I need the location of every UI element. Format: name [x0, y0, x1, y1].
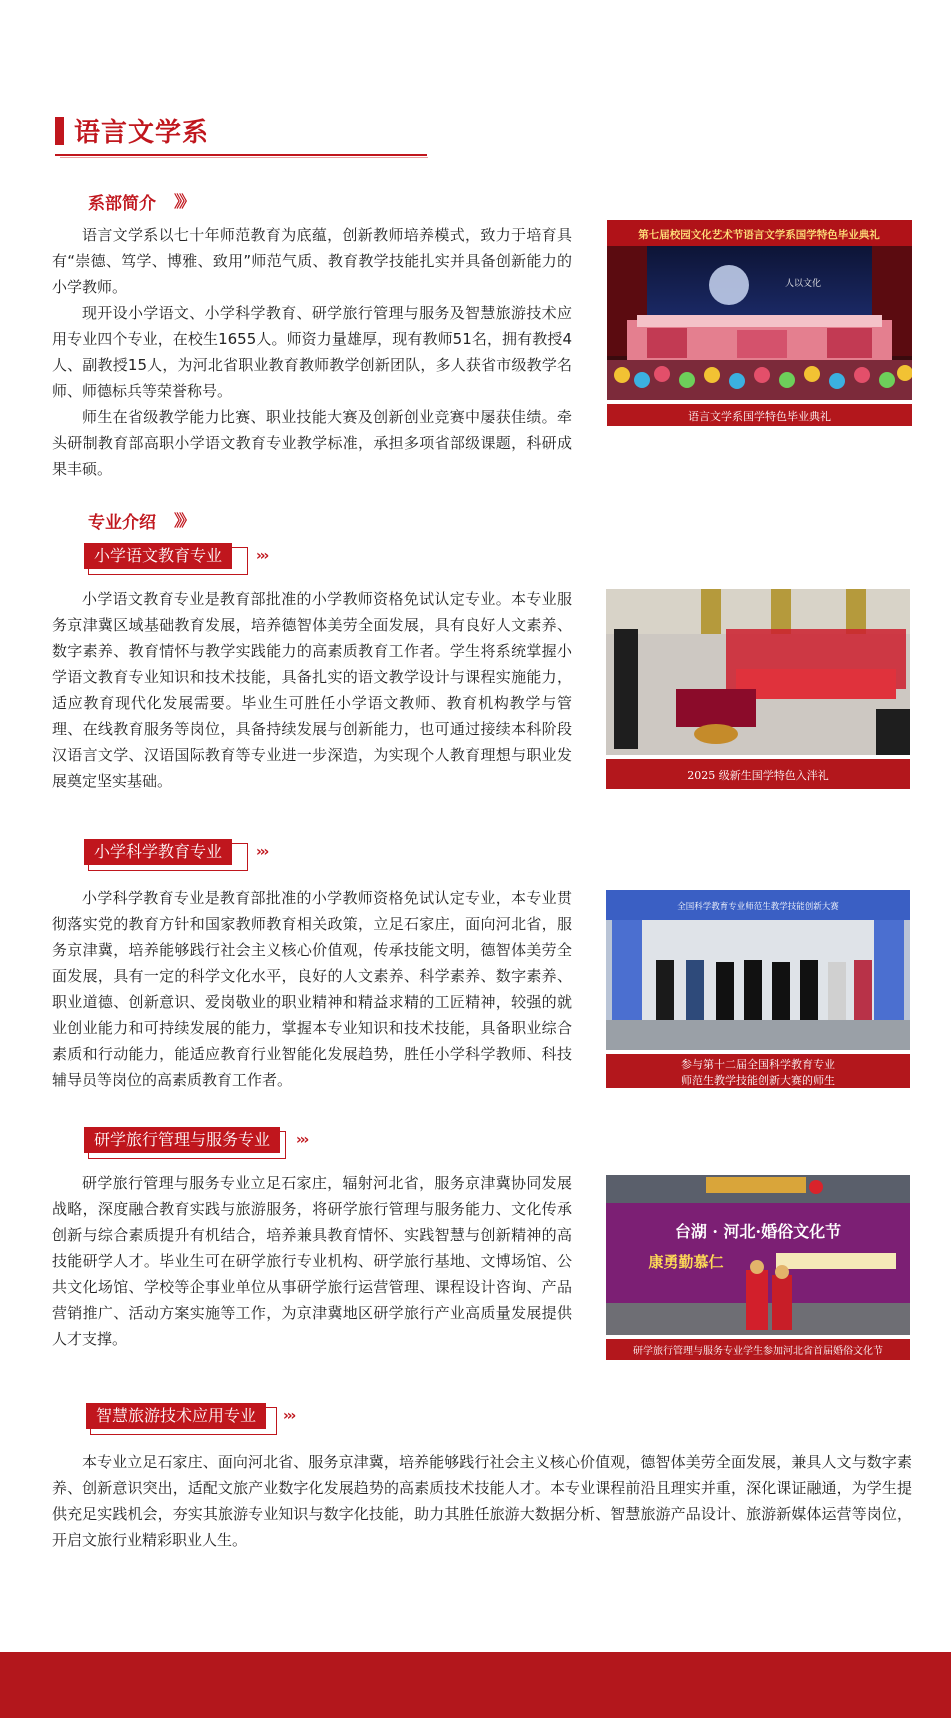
wedding-culture-photo [606, 1175, 910, 1360]
title-accent-bar [55, 117, 64, 145]
department-title: 语言文学系 [74, 118, 210, 148]
major-description [52, 885, 572, 1093]
major-label: 小学科学教育专业 [84, 839, 232, 865]
intro-text [52, 222, 572, 482]
stage-screen-text: 人以文化 [784, 279, 822, 289]
stage-banner-text: 第七届校园文化艺术节语言文学系国学特色毕业典礼 [638, 229, 880, 241]
photo-caption [606, 1054, 910, 1088]
major-description [52, 1449, 912, 1553]
caption-line: 师范生教学技能创新大赛的师生 [681, 1074, 835, 1087]
graduation-photo [607, 220, 912, 426]
competition-banner-text: 全国科学教育专业师范生教学技能创新大赛 [677, 902, 839, 912]
title-underline-shadow [60, 157, 428, 158]
arrows-right-icon: ››› [256, 844, 268, 860]
major-description [52, 1170, 572, 1352]
competition-photo [606, 890, 910, 1088]
intro-heading: 系部简介 [88, 194, 156, 214]
major-label: 研学旅行管理与服务专业 [84, 1127, 280, 1153]
title-underline [55, 154, 427, 156]
festival-banner-text2: 康勇勤慕仁 [648, 1253, 724, 1271]
major-paragraph: 本专业立足石家庄、面向河北省、服务京津冀，培养能够践行社会主义核心价值观，德智体美劳全面发展，兼具人文与数字素养、创新意识突出，适配文旅产业数字化发展趋势的高素质技术技能人才。本专业课程前沿且理实并重，深化课证融通，为学生提供充足实践机会，夯实其旅游专业知识与数字化技能，助力其胜任旅游大数据分析、智慧旅游产品设计、旅游新媒体运营等岗位，开启文旅行业精彩职业人生。 [52, 1453, 912, 1549]
intro-paragraph: 现开设小学语文、小学科学教育、研学旅行管理与服务及智慧旅游技术应用专业四个专业，在校生1655人。师资力量雄厚，现有教师51名，拥有教授4人、副教授15人，为河北省职业教育教师教学创新团队，多人获省市级教学名师、师德标兵等荣誉称号。 [52, 304, 572, 400]
arrows-right-icon: ››› [256, 548, 268, 564]
students [726, 629, 906, 699]
crowd [627, 315, 892, 360]
major-paragraph: 小学科学教育专业是教育部批准的小学教师资格免试认定专业，本专业贯彻落实党的教育方针和国家教师教育相关政策，立足石家庄，面向河北省，服务京津冀，培养能够践行社会主义核心价值观，传承技能文明，德智体美劳全面发展，具有一定的科学文化水平，良好的人文素养、科学素养、数字素养、职业道德、创新意识、爱岗敬业的职业精神和精益求精的工匠精神，较强的就业创业能力和可持续发展的能力，掌握本专业知识和技术技能，具备职业综合素质和行动能力，能适应教育行业智能化发展趋势，胜任小学科学教师、科技辅导员等岗位的高素质教育工作者。 [52, 889, 572, 1089]
initiation-ceremony-photo [606, 589, 910, 789]
arrows-right-icon: ››› [283, 1408, 295, 1424]
major-label: 小学语文教育专业 [84, 543, 232, 569]
ceremony-hall-image [606, 589, 910, 755]
wedding-festival-image [606, 1175, 910, 1335]
chevron-right-icon: 》》 [174, 511, 193, 530]
major-description [52, 586, 572, 794]
festival-banner-text: 台湖 · 河北·婚俗文化节 [674, 1222, 842, 1241]
photo-caption: 语言文学系国学特色毕业典礼 [607, 404, 912, 426]
major-label: 智慧旅游技术应用专业 [86, 1403, 266, 1429]
intro-paragraph: 师生在省级教学能力比赛、职业技能大赛及创新创业竞赛中屡获佳绩。牵头研制教育部高职小学语文教育专业教学标准，承担多项省部级课题，科研成果丰硕。 [52, 408, 572, 478]
photo-caption: 研学旅行管理与服务专业学生参加河北省首届婚俗文化节 [606, 1339, 910, 1360]
competition-group-image [606, 890, 910, 1050]
arrows-right-icon: ››› [296, 1132, 308, 1148]
graduation-stage-image [607, 220, 912, 400]
footer-band [0, 1652, 951, 1718]
intro-paragraph: 语言文学系以七十年师范教育为底蕴，创新教师培养模式，致力于培育具有“崇德、笃学、博雅、致用”师范气质、教育教学技能扎实并具备创新能力的小学教师。 [52, 226, 572, 296]
balloons [607, 360, 912, 400]
major-paragraph: 研学旅行管理与服务专业立足石家庄，辐射河北省，服务京津冀协同发展战略，深度融合教育实践与旅游服务，将研学旅行管理与服务能力、文化传承创新与综合素质提升有机结合，培养兼具教育情怀、实践智慧与创新精神的高技能研学人才。毕业生可在研学旅行专业机构、研学旅行基地、文博场馆、公共文化场馆、学校等企事业单位从事研学旅行运营管理、课程设计咨询、产品营销推广、活动方案实施等工作，为京津冀地区研学旅行产业高质量发展提供人才支撑。 [52, 1174, 572, 1348]
caption-line: 参与第十二届全国科学教育专业 [681, 1058, 835, 1071]
photo-caption: 2025 级新生国学特色入泮礼 [606, 759, 910, 789]
chevron-right-icon: 》》 [174, 192, 193, 211]
major-paragraph: 小学语文教育专业是教育部批准的小学教师资格免试认定专业。本专业服务京津冀区域基础教育发展，培养德智体美劳全面发展，具有良好人文素养、数字素养、教育情怀与教学实践能力的高素质教育工作者。学生将系统掌握小学语文教育专业知识和技术技能，具备扎实的语文教学设计与课程实施能力，适应教育现代化发展需要。毕业生可胜任小学语文教师、教育机构教学与管理、在线教育服务等岗位，具备持续发展与创新能力，也可通过接续本科阶段汉语言文学、汉语国际教育等专业进一步深造，为实现个人教育理想与职业发展奠定坚实基础。 [52, 590, 572, 790]
majors-heading: 专业介绍 [88, 513, 156, 533]
